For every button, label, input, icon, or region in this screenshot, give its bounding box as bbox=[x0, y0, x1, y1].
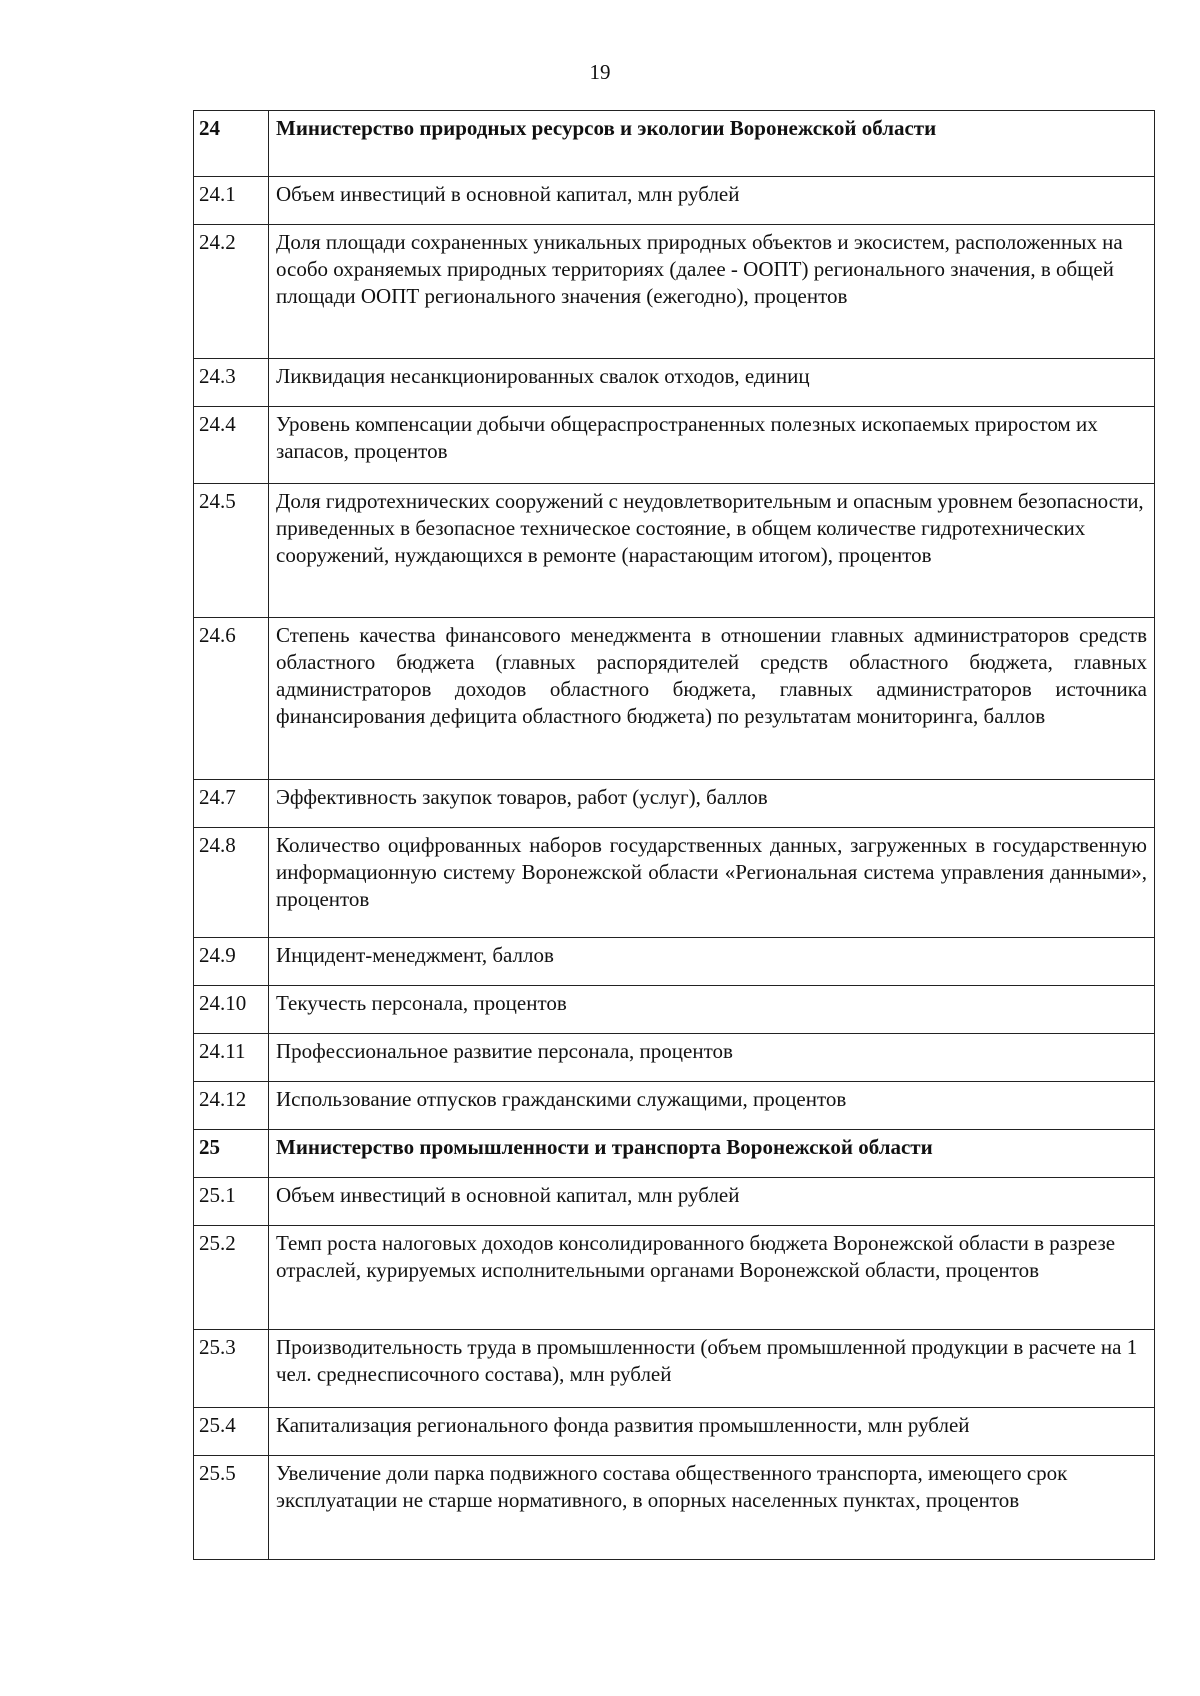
row-text: Темп роста налоговых доходов консолидированного бюджета Воронежской области в разрезе отраслей, курируемых исполнительными органами Воронежской области, процентов bbox=[269, 1226, 1155, 1330]
table-row-24-2 bbox=[194, 225, 1155, 359]
table-row-25-2 bbox=[194, 1226, 1155, 1330]
row-text: Производительность труда в промышленности (объем промышленной продукции в расчете на 1 чел. среднесписочного состава), млн рублей bbox=[269, 1330, 1155, 1408]
row-number: 25.1 bbox=[194, 1178, 269, 1226]
row-number: 24.3 bbox=[194, 359, 269, 407]
row-number: 24.6 bbox=[194, 618, 269, 780]
page-number: 19 bbox=[589, 60, 611, 84]
table-row-24-8 bbox=[194, 828, 1155, 938]
row-text: Ликвидация несанкционированных свалок отходов, единиц bbox=[269, 359, 1155, 407]
row-text: Объем инвестиций в основной капитал, млн рублей bbox=[269, 1178, 1155, 1226]
row-text: Профессиональное развитие персонала, процентов bbox=[269, 1034, 1155, 1082]
row-number: 24.11 bbox=[194, 1034, 269, 1082]
row-number: 24.10 bbox=[194, 986, 269, 1034]
row-number: 24.1 bbox=[194, 177, 269, 225]
row-number: 25.2 bbox=[194, 1226, 269, 1330]
row-number: 25.4 bbox=[194, 1408, 269, 1456]
table-row-24-12 bbox=[194, 1082, 1155, 1130]
table-row-24-9 bbox=[194, 938, 1155, 986]
row-number: 25.5 bbox=[194, 1456, 269, 1560]
row-number: 24.2 bbox=[194, 225, 269, 359]
indicators-table bbox=[193, 110, 1155, 1560]
row-text: Министерство промышленности и транспорта Воронежской области bbox=[269, 1130, 1155, 1178]
row-text: Инцидент-менеджмент, баллов bbox=[269, 938, 1155, 986]
row-text: Эффективность закупок товаров, работ (услуг), баллов bbox=[269, 780, 1155, 828]
row-number: 24.9 bbox=[194, 938, 269, 986]
row-text: Министерство природных ресурсов и экологии Воронежской области bbox=[269, 111, 1155, 177]
table-row-24-11 bbox=[194, 1034, 1155, 1082]
table-row-24-6 bbox=[194, 618, 1155, 780]
row-text: Доля площади сохраненных уникальных природных объектов и экосистем, расположенных на особо охраняемых природных территориях (далее - ООПТ) регионального значения, в общей площади ООПТ регионального значения (ежегодно), процентов bbox=[269, 225, 1155, 359]
row-number: 25 bbox=[194, 1130, 269, 1178]
table-row-24 bbox=[194, 111, 1155, 177]
row-text: Объем инвестиций в основной капитал, млн рублей bbox=[269, 177, 1155, 225]
table-row-24-4 bbox=[194, 407, 1155, 484]
row-text: Уровень компенсации добычи общераспространенных полезных ископаемых приростом их запасов, процентов bbox=[269, 407, 1155, 484]
row-number: 24 bbox=[194, 111, 269, 177]
row-text: Увеличение доли парка подвижного состава общественного транспорта, имеющего срок эксплуатации не старше нормативного, в опорных населенных пунктах, процентов bbox=[269, 1456, 1155, 1560]
row-text: Текучесть персонала, процентов bbox=[269, 986, 1155, 1034]
table-row-24-1 bbox=[194, 177, 1155, 225]
table-row-24-3 bbox=[194, 359, 1155, 407]
table-row-25 bbox=[194, 1130, 1155, 1178]
row-text: Капитализация регионального фонда развития промышленности, млн рублей bbox=[269, 1408, 1155, 1456]
table-row-24-5 bbox=[194, 484, 1155, 618]
table-row-25-1 bbox=[194, 1178, 1155, 1226]
row-number: 24.4 bbox=[194, 407, 269, 484]
table-row-24-10 bbox=[194, 986, 1155, 1034]
table-row-24-7 bbox=[194, 780, 1155, 828]
row-number: 25.3 bbox=[194, 1330, 269, 1408]
row-number: 24.7 bbox=[194, 780, 269, 828]
row-number: 24.5 bbox=[194, 484, 269, 618]
row-text: Количество оцифрованных наборов государственных данных, загруженных в государственную информационную систему Воронежской области «Региональная система управления данными», процентов bbox=[269, 828, 1155, 938]
row-number: 24.8 bbox=[194, 828, 269, 938]
table-row-25-5 bbox=[194, 1456, 1155, 1560]
row-text: Использование отпусков гражданскими служащими, процентов bbox=[269, 1082, 1155, 1130]
table-row-25-3 bbox=[194, 1330, 1155, 1408]
table-row-25-4 bbox=[194, 1408, 1155, 1456]
row-text: Доля гидротехнических сооружений с неудовлетворительным и опасным уровнем безопасности, приведенных в безопасное техническое состояние, в общем количестве гидротехнических сооружений, нуждающихся в ремонте (нарастающим итогом), процентов bbox=[269, 484, 1155, 618]
row-number: 24.12 bbox=[194, 1082, 269, 1130]
row-text: Степень качества финансового менеджмента в отношении главных администраторов средств областного бюджета (главных распорядителей средств областного бюджета, главных администраторов доходов областного бюджета, главных администраторов источника финансирования дефицита областного бюджета) по результатам мониторинга, баллов bbox=[269, 618, 1155, 780]
